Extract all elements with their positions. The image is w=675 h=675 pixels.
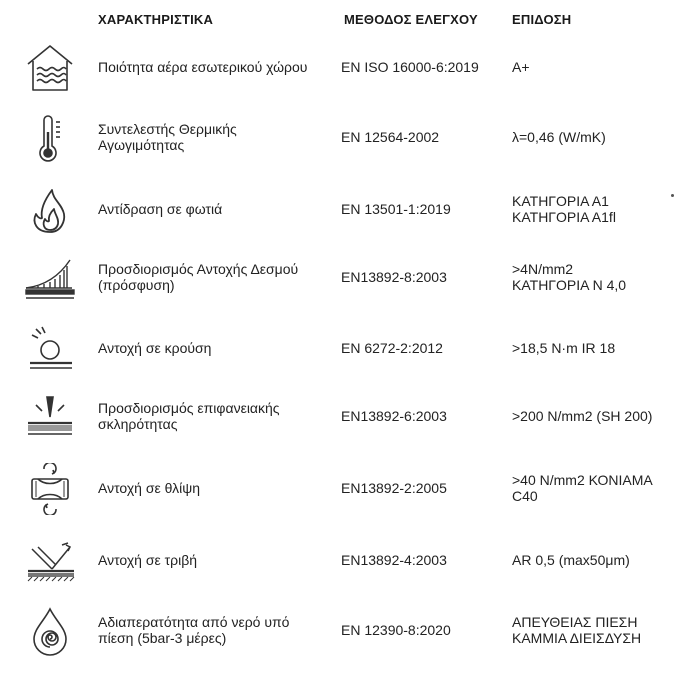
characteristic-name bbox=[98, 37, 323, 97]
performance-value-line: ΑΠΕΥΘΕΙΑΣ ΠΙΕΣΗ bbox=[512, 614, 638, 630]
performance-value bbox=[512, 458, 672, 518]
stray-dot bbox=[671, 194, 674, 197]
test-method-value: EN ISO 16000-6:2019 bbox=[341, 59, 479, 75]
test-method-value: EN13892-4:2003 bbox=[341, 552, 447, 568]
performance-value-line: >4N/mm2 bbox=[512, 261, 574, 277]
characteristic-name-line: Προσδιορισμός επιφανειακής bbox=[98, 400, 280, 416]
performance-value bbox=[512, 179, 672, 239]
performance-value-line: λ=0,46 (W/mK) bbox=[512, 129, 606, 145]
test-method-value: EN13892-6:2003 bbox=[341, 408, 447, 424]
thermometer-icon bbox=[22, 112, 78, 164]
characteristic-name-line: Αντοχή σε θλίψη bbox=[98, 480, 201, 496]
characteristic-name-line: σκληρότητας bbox=[98, 416, 178, 432]
test-method bbox=[341, 107, 506, 167]
test-method-value: EN 12564-2002 bbox=[341, 129, 440, 145]
performance-value-line: C40 bbox=[512, 488, 538, 504]
test-method bbox=[341, 179, 506, 239]
performance-value bbox=[512, 386, 672, 446]
performance-value-line: ΚΑΤΗΓΟΡΙΑ Α1 bbox=[512, 193, 609, 209]
test-method bbox=[341, 37, 506, 97]
characteristic-name-line: Ποιότητα αέρα εσωτερικού χώρου bbox=[98, 59, 308, 75]
characteristic-name bbox=[98, 530, 323, 590]
characteristic-name-line: Αδιαπερατότητα από νερό υπό bbox=[98, 614, 290, 630]
header-performance: ΕΠΙΔΟΣΗ bbox=[512, 12, 572, 27]
header-test-method: ΜΕΘΟΔΟΣ ΕΛΕΓΧΟΥ bbox=[344, 12, 478, 27]
characteristic-name-line: Αντοχή σε κρούση bbox=[98, 340, 212, 356]
table-row bbox=[0, 530, 675, 590]
table-row bbox=[0, 386, 675, 446]
test-method bbox=[341, 318, 506, 378]
characteristic-name bbox=[98, 247, 323, 307]
performance-value-line: A+ bbox=[512, 59, 530, 75]
house-air-quality-icon bbox=[22, 42, 78, 94]
characteristic-name bbox=[98, 458, 323, 518]
flame-icon bbox=[22, 184, 78, 236]
test-method bbox=[341, 247, 506, 307]
surface-hardness-icon bbox=[22, 391, 78, 443]
performance-value-line: ΚΑΤΗΓΟΡΙΑ Α1fl bbox=[512, 209, 616, 225]
performance-value-line: >18,5 N·m IR 18 bbox=[512, 340, 616, 356]
characteristic-name-line: Συντελεστής Θερμικής bbox=[98, 121, 237, 137]
compression-icon bbox=[22, 463, 78, 515]
characteristic-name bbox=[98, 107, 323, 167]
table-row bbox=[0, 247, 675, 307]
test-method-value: EN 6272-2:2012 bbox=[341, 340, 443, 356]
performance-value bbox=[512, 107, 672, 167]
test-method-value: EN 13501-1:2019 bbox=[341, 201, 451, 217]
table-row bbox=[0, 318, 675, 378]
performance-value-line: ΚΑΜΜΙΑ ΔΙΕΙΣΔΥΣΗ bbox=[512, 630, 642, 646]
impact-ball-icon bbox=[22, 323, 78, 375]
performance-value-line: AR 0,5 (max50μm) bbox=[512, 552, 630, 568]
abrasion-icon bbox=[22, 535, 78, 587]
test-method bbox=[341, 530, 506, 590]
test-method-value: EN13892-2:2005 bbox=[341, 480, 447, 496]
test-method-value: EN 12390-8:2020 bbox=[341, 622, 451, 638]
performance-value bbox=[512, 37, 672, 97]
test-method bbox=[341, 600, 506, 660]
performance-value-line: >200 N/mm2 (SH 200) bbox=[512, 408, 653, 424]
header-characteristics: ΧΑΡΑΚΤΗΡΙΣΤΙΚΑ bbox=[98, 12, 214, 27]
table-row bbox=[0, 600, 675, 660]
test-method-value: EN13892-8:2003 bbox=[341, 269, 447, 285]
characteristic-name-line: Αντίδραση σε φωτιά bbox=[98, 201, 223, 217]
test-method bbox=[341, 386, 506, 446]
characteristic-name bbox=[98, 600, 323, 660]
characteristic-name bbox=[98, 318, 323, 378]
characteristic-name-line: (πρόσφυση) bbox=[98, 277, 175, 293]
characteristic-name-line: Προσδιορισμός Αντοχής Δεσμού bbox=[98, 261, 299, 277]
table-row bbox=[0, 107, 675, 167]
performance-value-line: ΚΑΤΗΓΟΡΙΑ Ν 4,0 bbox=[512, 277, 627, 293]
performance-value bbox=[512, 247, 672, 307]
characteristic-name-line: πίεση (5bar-3 μέρες) bbox=[98, 630, 227, 646]
test-method bbox=[341, 458, 506, 518]
performance-value-line: >40 N/mm2 ΚΟΝΙΑΜΑ bbox=[512, 472, 653, 488]
table-header bbox=[0, 12, 675, 30]
table-row bbox=[0, 458, 675, 518]
performance-value bbox=[512, 530, 672, 590]
characteristic-name-line: Αντοχή σε τριβή bbox=[98, 552, 198, 568]
characteristic-name bbox=[98, 179, 323, 239]
performance-value bbox=[512, 600, 672, 660]
table-row bbox=[0, 179, 675, 239]
characteristic-name bbox=[98, 386, 323, 446]
table-row bbox=[0, 37, 675, 97]
characteristic-name-line: Αγωγιμότητας bbox=[98, 137, 185, 153]
water-drop-spiral-icon bbox=[22, 605, 78, 657]
bond-strength-icon bbox=[22, 252, 78, 304]
performance-value bbox=[512, 318, 672, 378]
